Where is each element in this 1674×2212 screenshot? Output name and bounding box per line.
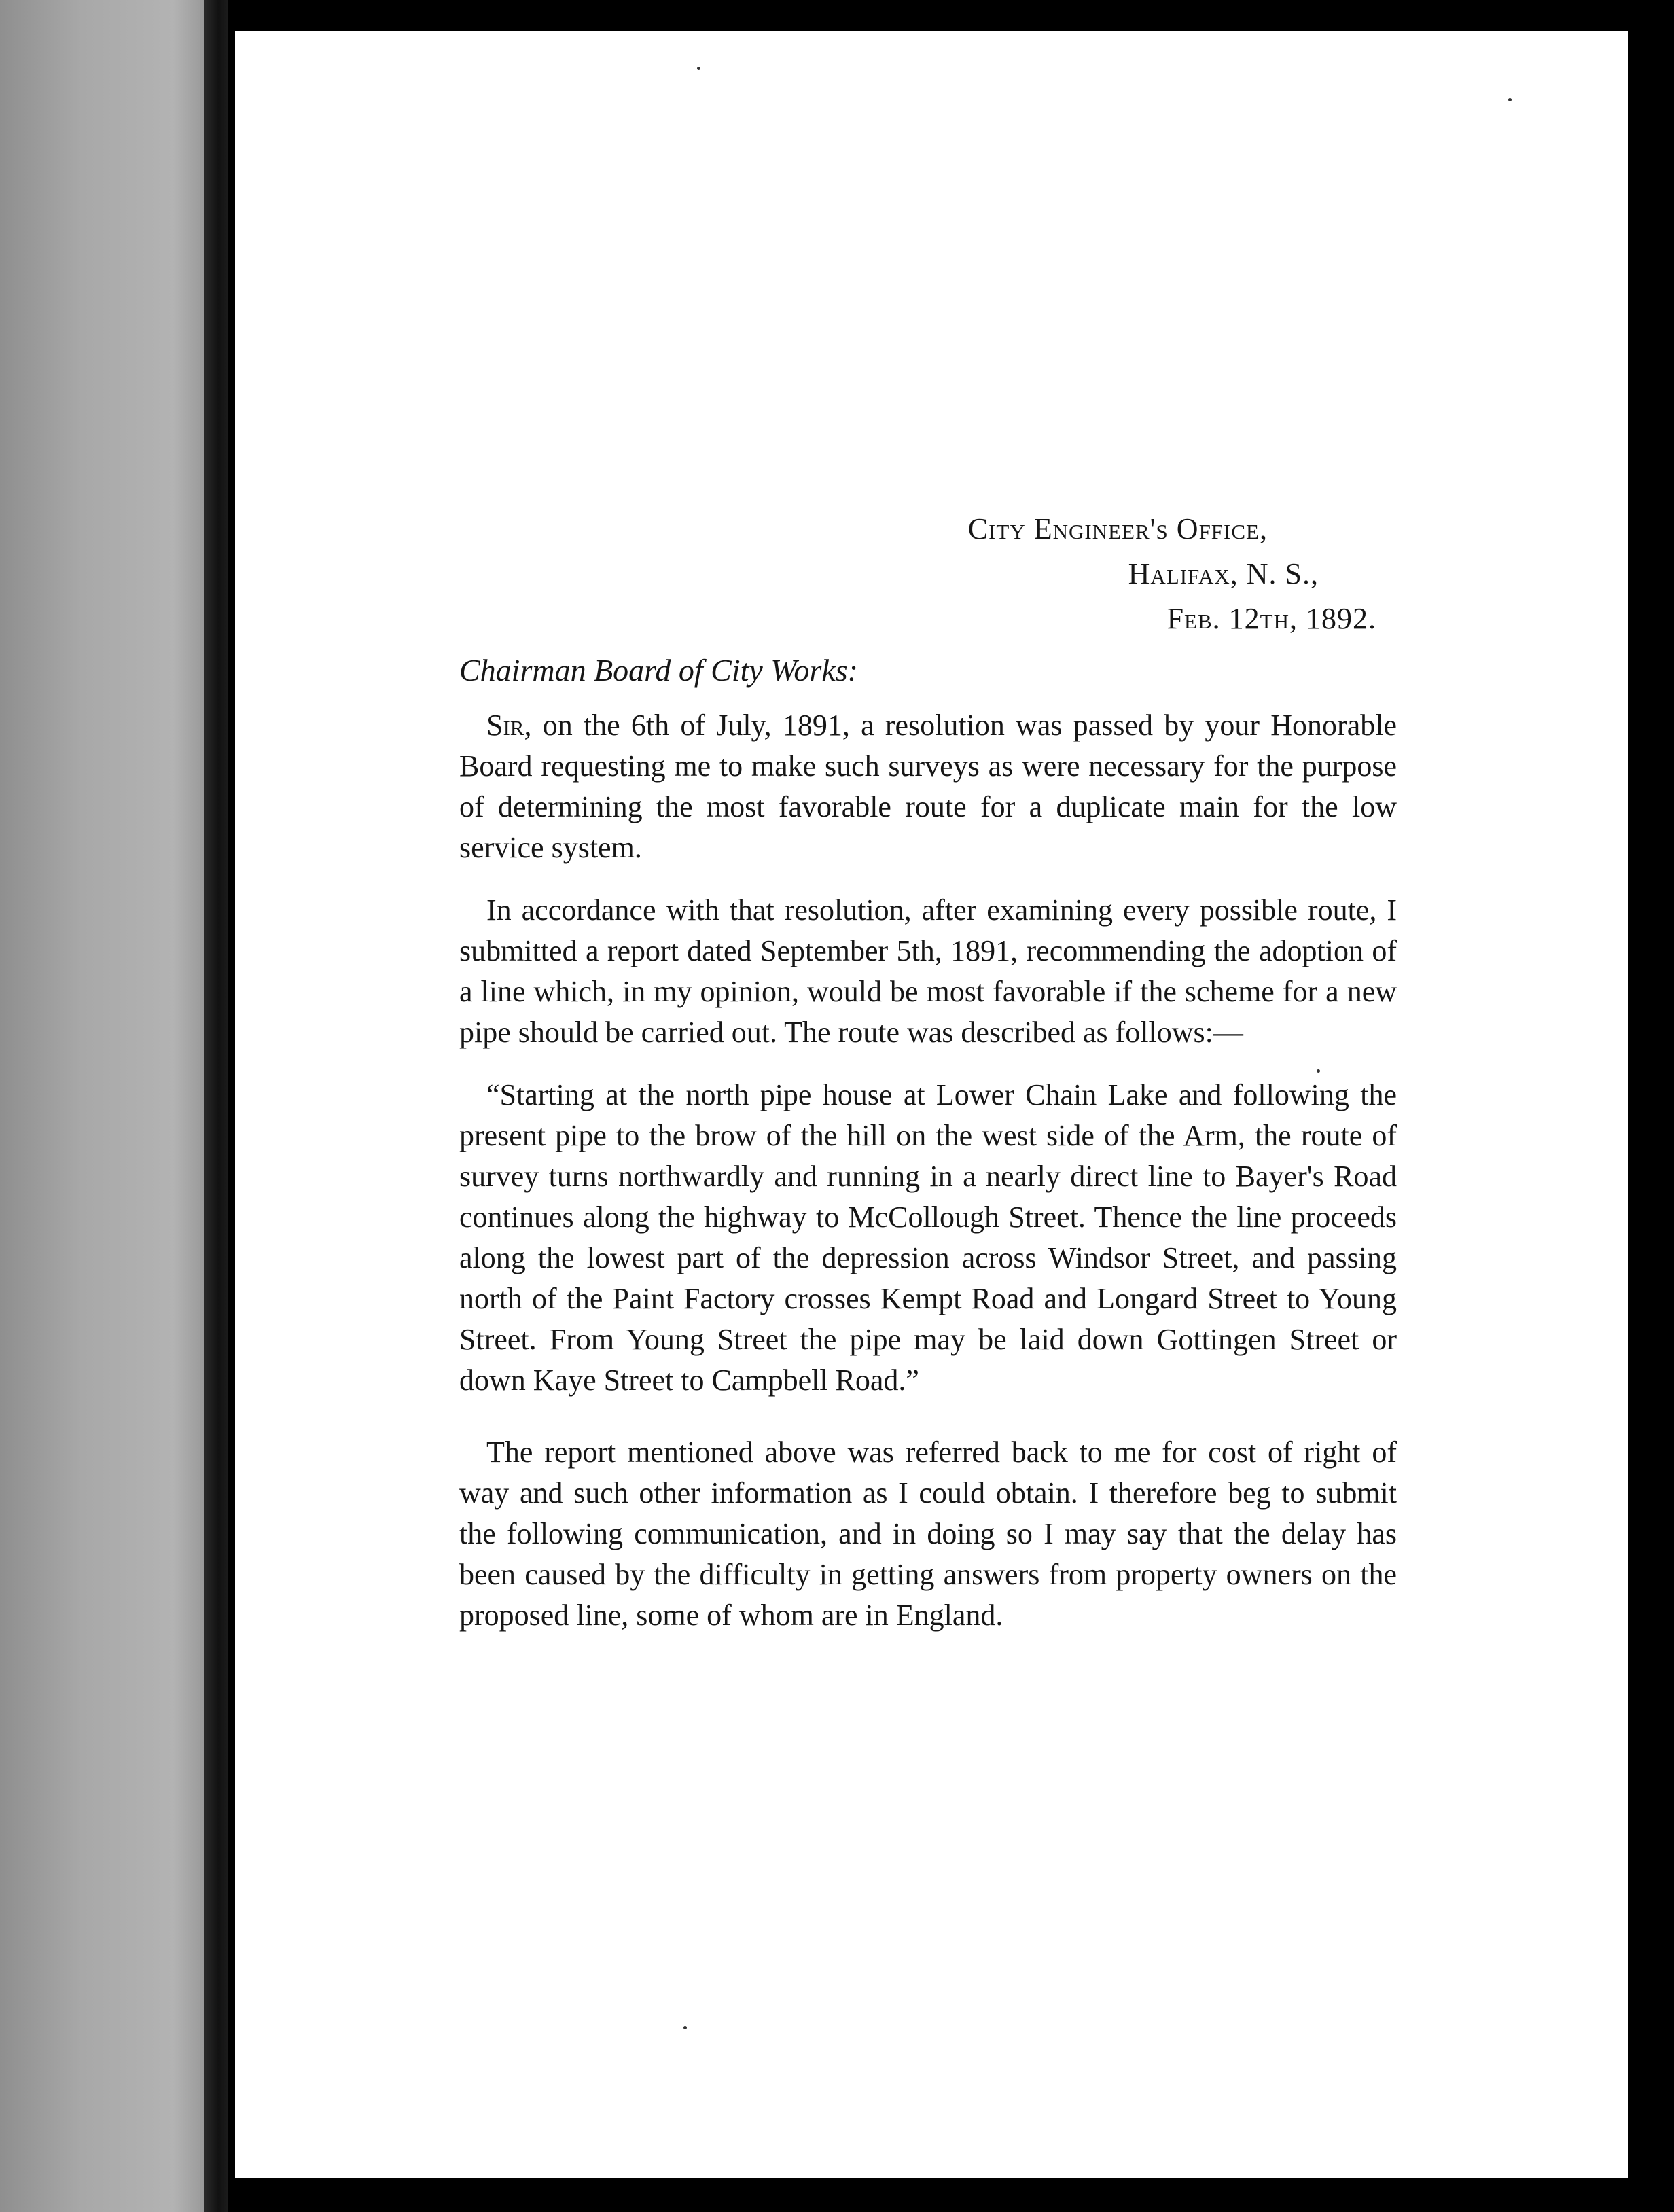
city-line: Halifax, N. S., xyxy=(1128,557,1319,590)
speck xyxy=(1508,98,1512,101)
adjacent-page-edge xyxy=(0,0,204,2212)
paragraph-1-text: on the 6th of July, 1891, a resolution was passed by your Honorable Board requesting me to make such surveys as were necessary for the purpose of determining the most favorable route for a duplicate main for the low service system. xyxy=(459,709,1397,864)
paragraph-1 xyxy=(459,705,1397,868)
paragraph-2: In accordance with that resolution, after examining every possible route, I submitted a report dated September 5th, 1891, recommending the adoption of a line which, in my opinion, would be most favorable if the scheme for a new pipe should be carried out. The route was described as follows:— xyxy=(459,893,1397,1049)
speck xyxy=(697,67,700,70)
paragraph-1-lead: Sir, xyxy=(486,709,532,742)
route-quote: “Starting at the north pipe house at Lower Chain Lake and following the present pipe to the brow of the hill on the west side of the Arm, the route of survey turns northwardly and running in a nearly direct line to Bayer's Road continues along the highway to McCollough Street. Thence the line proceeds along the lowest part of the depression across Windsor Street, and passing north of the Paint Factory crosses Kempt Road and Longard Street to Young Street. From Young Street the pipe may be laid down Gottingen Street or down Kaye Street to Campbell Road.” xyxy=(459,1078,1397,1397)
paragraph-4: The report mentioned above was referred back to me for cost of right of way and such other information as I could obtain. I therefore beg to submit the following communication, and in doing so I may say that the delay has been caused by the difficulty in getting answers from property owners on the proposed line, some of whom are in England. xyxy=(459,1435,1397,1632)
letter-body xyxy=(459,507,1397,1658)
office-line: City Engineer's Office, xyxy=(967,512,1268,546)
scanned-page xyxy=(235,31,1628,2178)
salutation: Chairman Board of City Works: xyxy=(459,653,858,688)
book-spine xyxy=(204,0,228,2212)
date-line: Feb. 12th, 1892. xyxy=(1167,602,1376,635)
speck xyxy=(683,2026,687,2029)
